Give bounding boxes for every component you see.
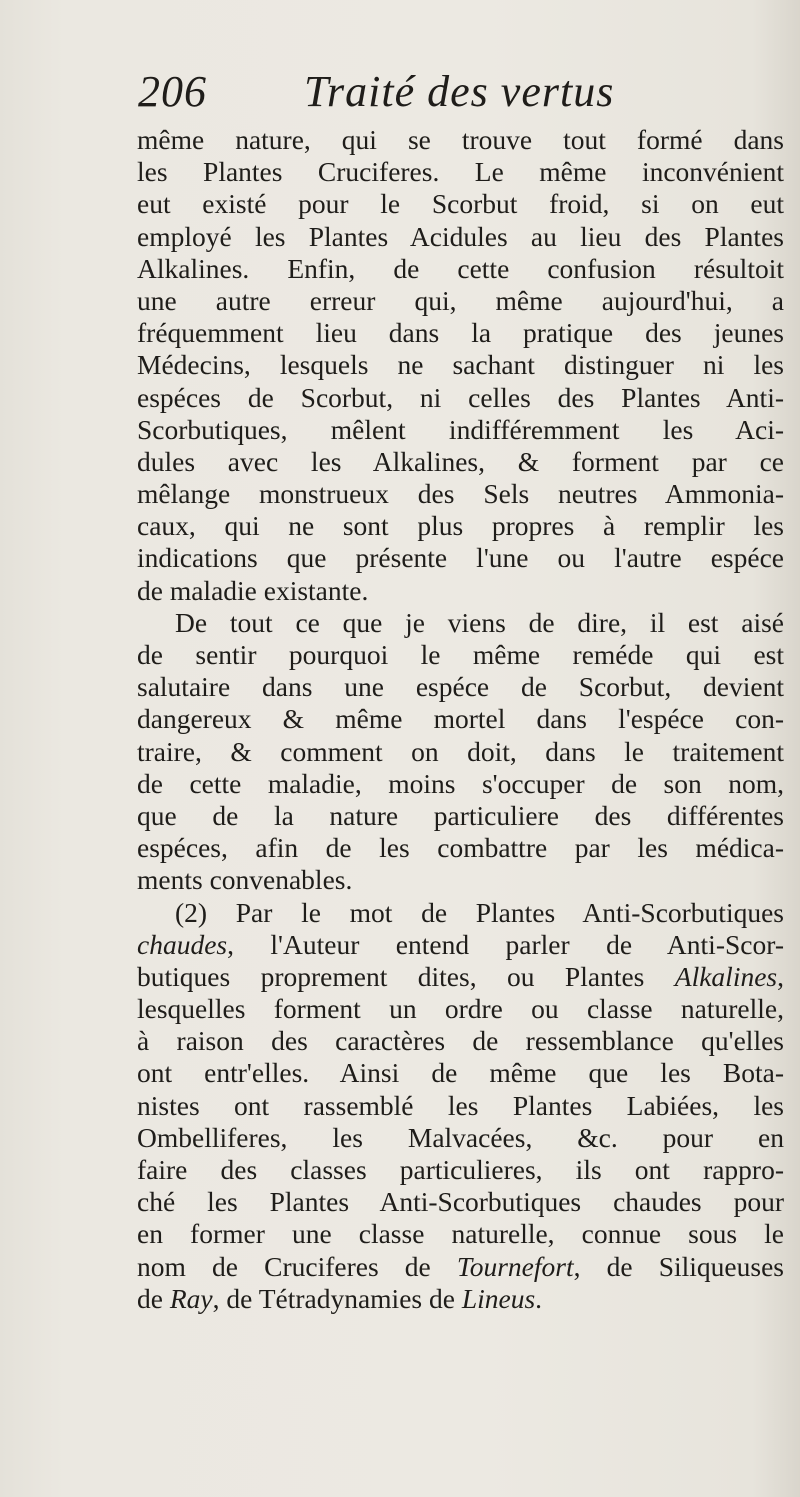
text-run: , l'Auteur entend parler de Anti-Scor- bbox=[227, 928, 784, 960]
text-line: ments convenables. bbox=[137, 864, 353, 896]
text-run: . bbox=[535, 1282, 543, 1314]
text-line: de cette maladie, moins s'occuper de son nom, bbox=[137, 767, 784, 799]
text-line: espéces, afin de les combattre par les médica- bbox=[137, 832, 784, 864]
italic-text: Lineus bbox=[461, 1282, 536, 1314]
text-line: que de la nature particuliere des différentes bbox=[137, 799, 784, 831]
text-line: une autre erreur qui, même aujourd'hui, a bbox=[137, 284, 784, 316]
text-line: ont entr'elles. Ainsi de même que les Bota- bbox=[137, 1057, 784, 1089]
text-line: Alkalines. Enfin, de cette confusion résultoit bbox=[137, 252, 784, 284]
text-line: lesquelles forment un ordre ou classe naturelle, bbox=[137, 993, 784, 1025]
text-line: salutaire dans une espéce de Scorbut, devient bbox=[137, 671, 784, 703]
text-line: dangereux & même mortel dans l'espéce con- bbox=[137, 703, 784, 735]
text-line: espéces de Scorbut, ni celles des Plantes Anti- bbox=[137, 381, 784, 413]
text-line: Ombelliferes, les Malvacées, &c. pour en bbox=[137, 1121, 784, 1153]
text-line: Médecins, lesquels ne sachant distinguer ni les bbox=[137, 349, 784, 381]
text-run: , de Siliqueuses bbox=[573, 1250, 784, 1282]
text-line bbox=[137, 929, 784, 961]
text-line: (2) Par le mot de Plantes Anti-Scorbutiques bbox=[175, 896, 784, 928]
text-line: ché les Plantes Anti-Scorbutiques chaudes pour bbox=[137, 1186, 784, 1218]
text-line: de maladie existante. bbox=[137, 574, 369, 606]
text-line: employé les Plantes Acidules au lieu des Plantes bbox=[137, 220, 784, 252]
text-line: eut existé pour le Scorbut froid, si on eut bbox=[137, 188, 784, 220]
italic-text: Tournefort bbox=[456, 1250, 574, 1282]
text-run: butiques proprement dites, ou Plantes bbox=[137, 960, 675, 992]
text-line bbox=[137, 1283, 784, 1315]
text-line: les Plantes Cruciferes. Le même inconvénient bbox=[137, 156, 784, 188]
body-text bbox=[137, 124, 784, 1315]
text-run: , bbox=[777, 960, 784, 992]
text-line: De tout ce que je viens de dire, il est aisé bbox=[175, 606, 784, 638]
text-line: à raison des caractères de ressemblance qu'elles bbox=[137, 1025, 784, 1057]
text-run: nom de Cruciferes de bbox=[137, 1250, 457, 1282]
text-line: dules avec les Alkalines, & forment par ce bbox=[137, 445, 784, 477]
running-title: Traité des vertus bbox=[304, 67, 615, 116]
text-line: en former une classe naturelle, connue sous le bbox=[137, 1218, 784, 1250]
text-line: indications que présente l'une ou l'autre espéce bbox=[137, 542, 784, 574]
italic-text: Ray bbox=[169, 1282, 213, 1314]
italic-text: chaudes bbox=[137, 928, 228, 960]
text-line: de sentir pourquoi le même reméde qui est bbox=[137, 639, 784, 670]
text-run: , de Tétradynamies de bbox=[212, 1282, 462, 1314]
text-line: caux, qui ne sont plus propres à remplir les bbox=[137, 510, 784, 542]
text-run: de bbox=[137, 1282, 170, 1314]
text-line: mêlange monstrueux des Sels neutres Ammonia- bbox=[137, 478, 784, 510]
italic-text: Alkalines bbox=[674, 960, 778, 992]
text-line: nistes ont rassemblé les Plantes Labiées, les bbox=[137, 1089, 784, 1121]
text-line: faire des classes particulieres, ils ont rappro- bbox=[137, 1154, 784, 1185]
running-head bbox=[138, 66, 778, 126]
text-line: traire, & comment on doit, dans le traitement bbox=[137, 735, 784, 767]
text-line: Scorbutiques, mêlent indifféremment les Aci- bbox=[137, 413, 784, 445]
text-line bbox=[137, 961, 784, 993]
text-line: même nature, qui se trouve tout formé dans bbox=[137, 124, 784, 155]
page-number: 206 bbox=[138, 67, 207, 116]
text-line: fréquemment lieu dans la pratique des jeunes bbox=[137, 317, 784, 349]
text-line bbox=[137, 1251, 784, 1283]
